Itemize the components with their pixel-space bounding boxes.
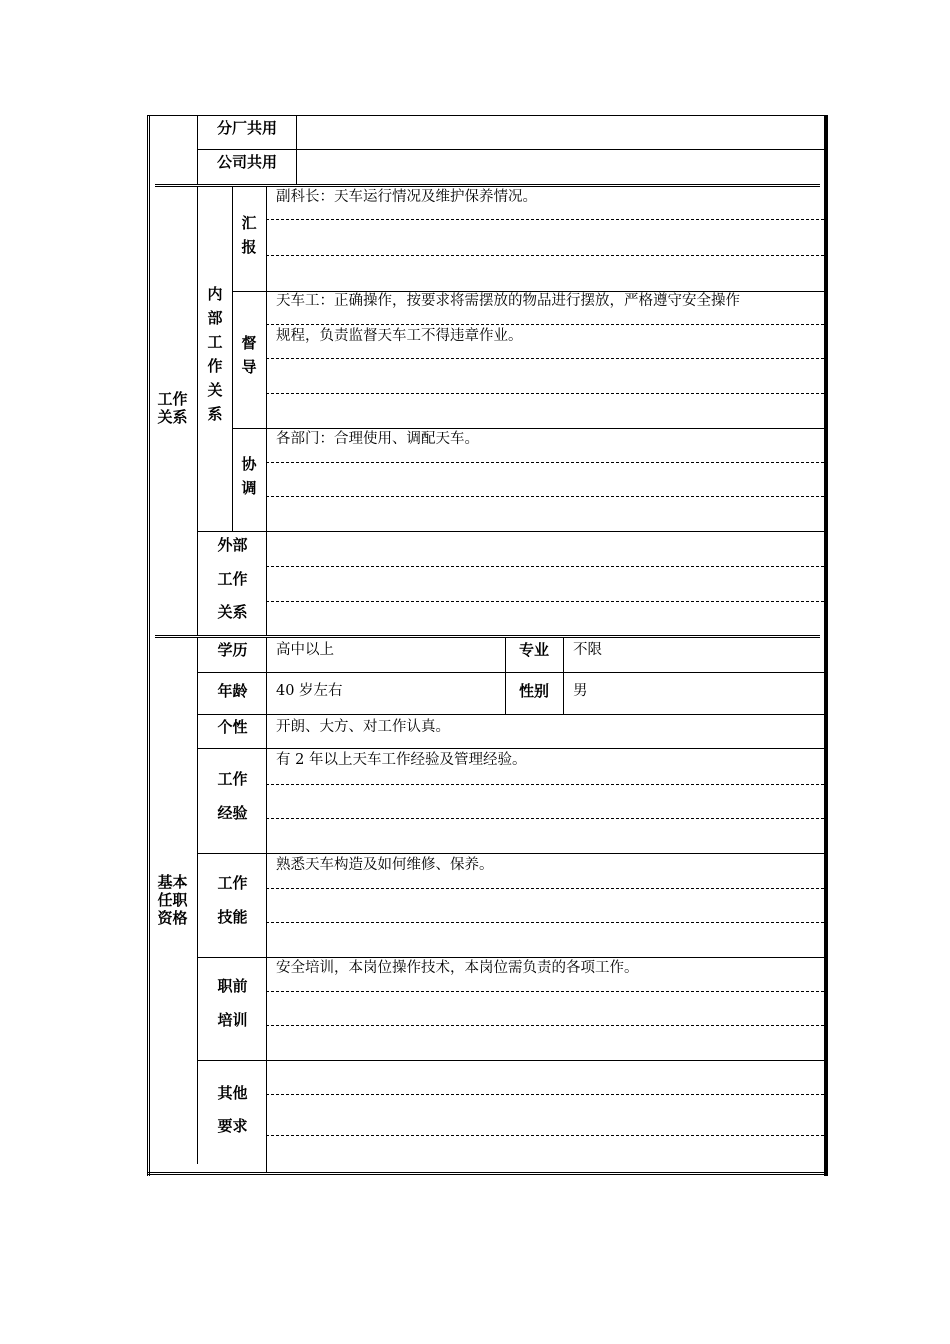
divider [197, 714, 824, 715]
dashed-rule [266, 462, 824, 463]
section-divider [155, 635, 820, 638]
personality-label: 个性 [217, 718, 248, 736]
skills-label-line2: 技能 [217, 908, 248, 926]
bottom-border [147, 1172, 828, 1175]
training-label-line2: 培训 [217, 1011, 248, 1029]
report-text: 副科长：天车运行情况及维护保养情况。 [276, 189, 537, 205]
dashed-rule [266, 784, 824, 785]
dashed-rule [266, 1135, 824, 1136]
divider [197, 672, 824, 673]
training-value: 安全培训，本岗位操作技术，本岗位需负责的各项工作。 [276, 960, 639, 976]
personality-value: 开朗、大方、对工作认真。 [276, 719, 450, 735]
dashed-rule [266, 991, 824, 992]
internal-relations-label: 内部工作关系 [207, 285, 223, 423]
dashed-rule [266, 393, 824, 394]
major-value: 不限 [573, 642, 602, 658]
supervise-text-line2: 规程，负责监督天车工不得违章作业。 [276, 328, 523, 344]
gender-label: 性别 [518, 682, 549, 700]
dashed-rule [266, 358, 824, 359]
skills-value: 熟悉天车构造及如何维修、保养。 [276, 857, 494, 873]
dashed-rule [266, 1025, 824, 1026]
supervise-text-line1: 天车工：正确操作，按要求将需摆放的物品进行摆放，严格遵守安全操作 [276, 293, 740, 309]
training-label-line1: 职前 [217, 977, 248, 995]
divider [197, 187, 198, 635]
divider [197, 115, 198, 185]
top-border [147, 115, 828, 116]
company-shared-label: 公司共用 [216, 153, 277, 171]
experience-label-line2: 经验 [217, 804, 248, 822]
dashed-rule [266, 888, 824, 889]
right-border [824, 115, 828, 1176]
divider [197, 748, 824, 749]
external-label-line3: 关系 [217, 603, 248, 621]
divider [197, 853, 824, 854]
divider [197, 531, 824, 532]
divider [296, 115, 297, 185]
divider [197, 957, 824, 958]
section-divider [155, 184, 820, 187]
work-relations-label: 工作关系 [157, 390, 188, 426]
major-label: 专业 [518, 641, 549, 659]
dashed-rule [266, 496, 824, 497]
divider [266, 638, 267, 1172]
skills-label-line1: 工作 [217, 874, 248, 892]
divider [563, 638, 564, 714]
dashed-rule [266, 818, 824, 819]
dashed-rule [266, 1094, 824, 1095]
divider [232, 187, 233, 531]
education-value: 高中以上 [276, 642, 334, 658]
supervise-label: 督导 [241, 334, 257, 376]
other-label-line1: 其他 [217, 1084, 248, 1102]
divider [197, 1060, 824, 1061]
external-label-line1: 外部 [217, 536, 248, 554]
dashed-rule [266, 601, 824, 602]
coordinate-label: 协调 [241, 455, 257, 497]
dashed-rule [266, 219, 824, 220]
divider [197, 638, 198, 1164]
dashed-rule [266, 922, 824, 923]
age-value: 40 岁左右 [276, 683, 343, 699]
coordinate-text: 各部门：合理使用、调配天车。 [276, 431, 479, 447]
report-label: 汇报 [241, 214, 257, 256]
other-label-line2: 要求 [217, 1117, 248, 1135]
experience-label-line1: 工作 [217, 770, 248, 788]
divider [232, 428, 824, 429]
left-border [147, 115, 150, 1176]
experience-value: 有 2 年以上天车工作经验及管理经验。 [276, 752, 527, 768]
dashed-rule [266, 255, 824, 256]
gender-value: 男 [573, 683, 588, 699]
dashed-rule [266, 324, 824, 325]
qualifications-label: 基本任职资格 [157, 873, 188, 927]
branch-shared-label: 分厂共用 [216, 119, 277, 137]
external-label-line2: 工作 [217, 570, 248, 588]
age-label: 年龄 [217, 682, 248, 700]
divider [197, 149, 824, 150]
education-label: 学历 [217, 641, 248, 659]
dashed-rule [266, 566, 824, 567]
